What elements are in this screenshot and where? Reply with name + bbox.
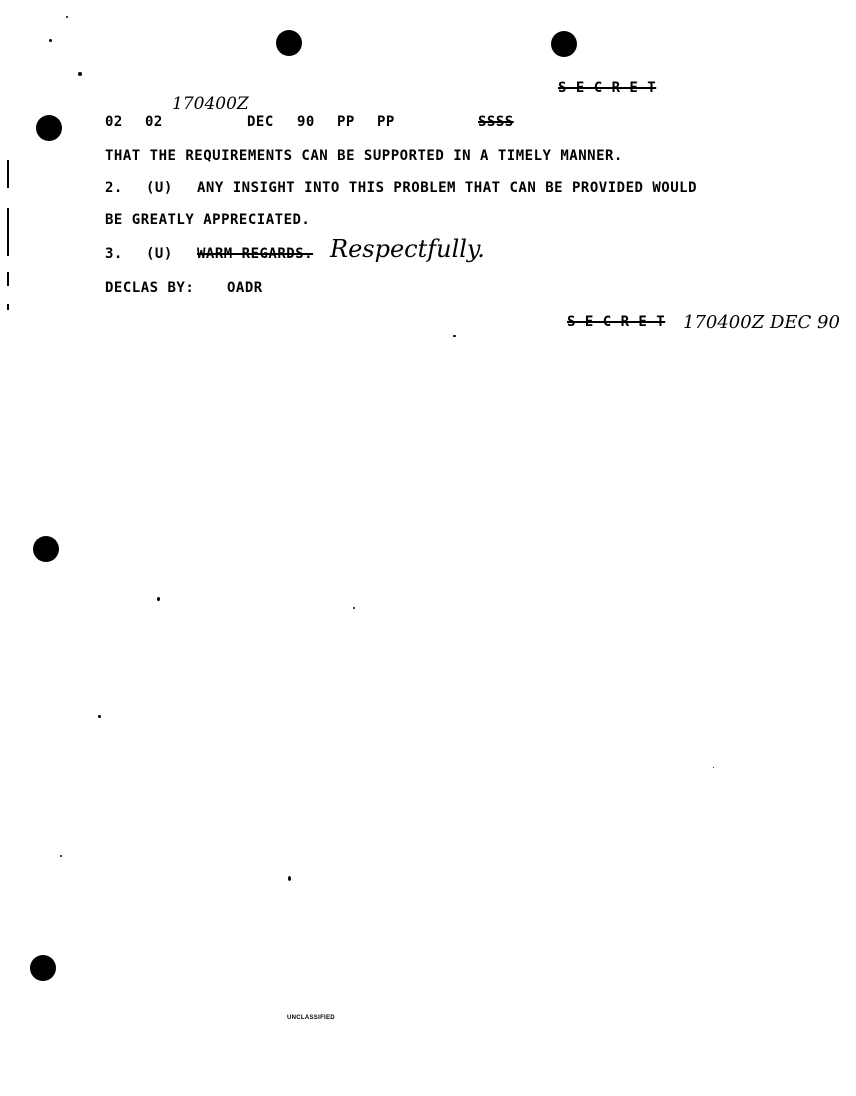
punch-hole-left-3 xyxy=(30,955,56,981)
scan-speck xyxy=(713,767,714,768)
routing-year: 90 xyxy=(297,114,315,130)
classification-marking-bottom: S E C R E T xyxy=(567,314,666,330)
scan-speck xyxy=(78,72,82,76)
paragraph-3-classification: (U) xyxy=(146,246,173,262)
scan-edge-mark xyxy=(7,208,9,256)
routing-precedence: PP xyxy=(337,114,355,130)
punch-hole-top-2 xyxy=(551,31,577,57)
page-classification-footer: UNCLASSIFIED xyxy=(287,1015,335,1021)
scan-speck xyxy=(60,855,62,857)
declas-label: DECLAS BY: xyxy=(105,280,195,296)
handwritten-dtg-bottom: 170400Z DEC 90 xyxy=(683,312,840,333)
paragraph-2-classification: (U) xyxy=(146,180,173,196)
paragraph-2-line-1: ANY INSIGHT INTO THIS PROBLEM THAT CAN BE PROVIDED WOULD xyxy=(197,180,698,196)
punch-hole-top-1 xyxy=(276,30,302,56)
scan-speck xyxy=(98,715,101,718)
handling-code: SSSS xyxy=(478,114,514,130)
scan-edge-mark xyxy=(7,272,9,286)
classification-marking-top: S E C R E T xyxy=(558,80,657,96)
punch-hole-left-2 xyxy=(33,536,59,562)
scan-speck xyxy=(288,876,291,881)
declas-value: OADR xyxy=(227,280,263,296)
routing-precedence: PP xyxy=(377,114,395,130)
scan-speck xyxy=(66,16,68,18)
scan-speck xyxy=(157,597,160,601)
routing-day: 02 xyxy=(145,114,163,130)
handwritten-closing: Respectfully. xyxy=(330,235,485,263)
routing-day: 02 xyxy=(105,114,123,130)
routing-month: DEC xyxy=(247,114,274,130)
paragraph-3-number: 3. xyxy=(105,246,123,262)
scan-speck xyxy=(353,607,355,609)
punch-hole-left-1 xyxy=(36,115,62,141)
scan-speck xyxy=(453,335,456,337)
struck-closing: WARM REGARDS. xyxy=(197,246,314,262)
paragraph-2-number: 2. xyxy=(105,180,123,196)
scan-edge-mark xyxy=(7,160,9,188)
body-line-1: THAT THE REQUIREMENTS CAN BE SUPPORTED IN A TIMELY MANNER. xyxy=(105,148,623,164)
handwritten-dtg-top: 170400Z xyxy=(172,94,249,114)
scan-edge-mark xyxy=(7,304,9,310)
scan-speck xyxy=(49,39,52,42)
paragraph-2-line-2: BE GREATLY APPRECIATED. xyxy=(105,212,311,228)
